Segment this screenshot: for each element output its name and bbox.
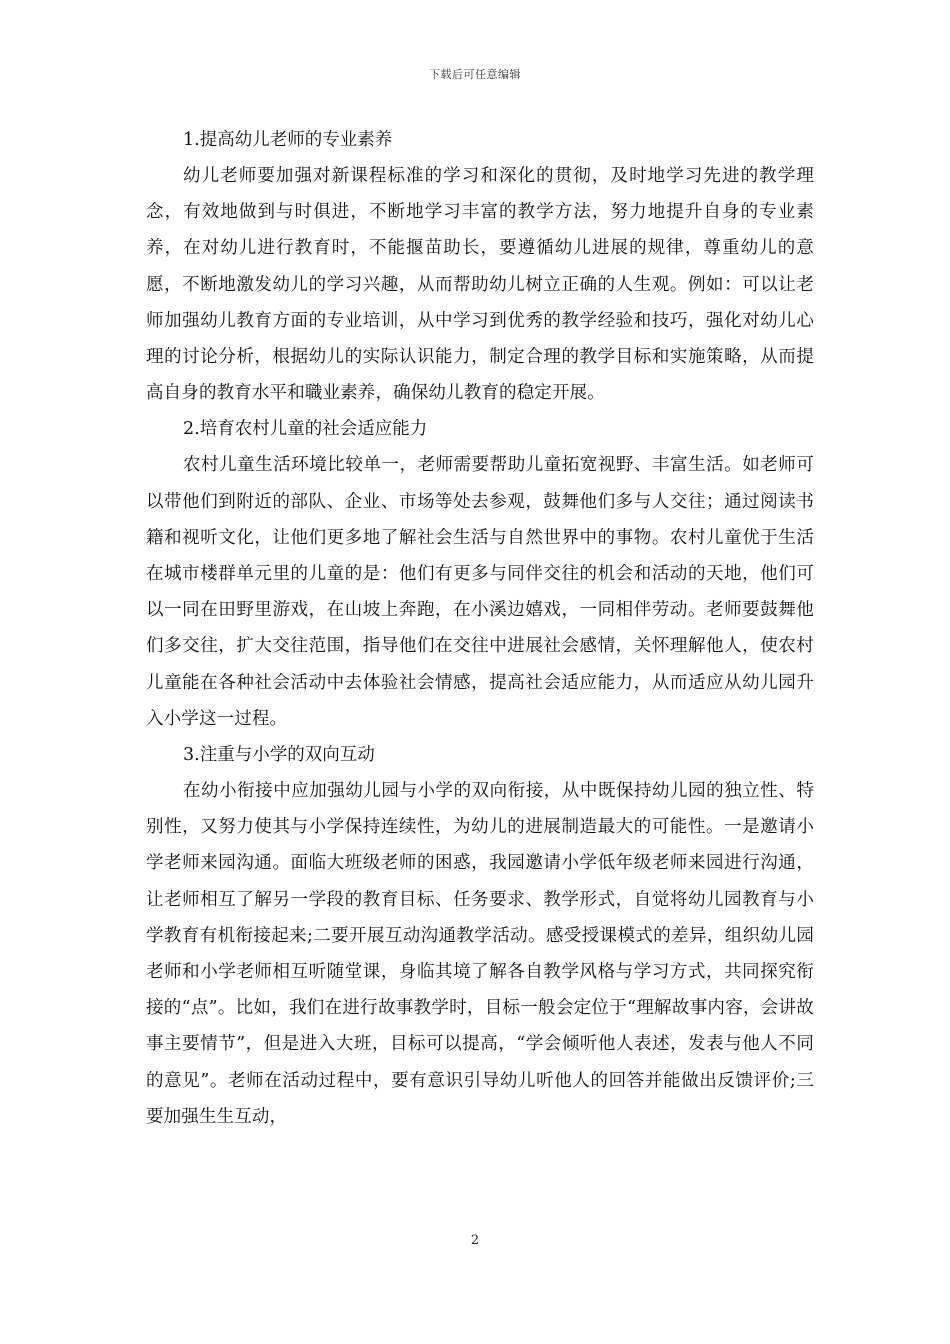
section-paragraph: 幼儿老师要加强对新课程标准的学习和深化的贯彻，及时地学习先进的教学理念，有效地做到与时俱进，不断地学习丰富的教学方法，努力地提升自身的专业素养，在对幼儿进行教育时，不能揠苗助长，要遵循幼儿进展的规律，尊重幼儿的意愿，不断地激发幼儿的学习兴趣，从而帮助幼儿树立正确的人生观。例如：可以让老师加强幼儿教育方面的专业培训，从中学习到优秀的教学经验和技巧，强化对幼儿心理的讨论分析，根据幼儿的实际认识能力，制定合理的教学目标和实施策略，从而提高自身的教育水平和職业素养，确保幼儿教育的稳定开展。 xyxy=(146,166,814,404)
section-social-adaptability xyxy=(146,411,814,737)
section-paragraph: 农村儿童生活环境比较单一，老师需要帮助儿童拓宽视野、丰富生活。如老师可以带他们到附近的部队、企业、市场等处去参观，鼓舞他们多与人交往；通过阅读书籍和视听文化，让他们更多地了解社会生活与自然世界中的事物。农村儿童优于生活在城市楼群单元里的儿童的是：他们有更多与同伴交往的机会和活动的天地，他们可以一同在田野里游戏，在山坡上奔跑，在小溪边嬉戏，一同相伴劳动。老师要鼓舞他们多交往，扩大交往范围，指导他们在交往中进展社会感情，关怀理解他人，使农村儿童能在各种社会活动中去体验社会情感，提高社会适应能力，从而适应从幼儿园升入小学这一过程。 xyxy=(146,455,814,729)
section-paragraph: 在幼小衔接中应加强幼儿园与小学的双向衔接，从中既保持幼儿园的独立性、特别性，又努力使其与小学保持连续性，为幼儿的进展制造最大的可能性。一是邀请小学老师来园沟通。面临大班级老师的困惑，我园邀请小学低年级老师来园进行沟通，让老师相互了解另一学段的教育目标、任务要求、教学形式，自觉将幼儿园教育与小学教育有机衔接起来;二要开展互动沟通教学活动。感受授课模式的差异，组织幼儿园老师和小学老师相互听随堂课，身临其境了解各自教学风格与学习方式，共同探究衔接的“点”。比如，我们在进行故事教学时，目标一般会定位于“理解故事内容，会讲故事主要情节”，但是进入大班，目标可以提高，“学会倾听他人表述，发表与他人不同的意见”。老师在活动过程中，要有意识引导幼儿听他人的回答并能做出反馈评价;三要加强生生互动， xyxy=(146,781,814,1127)
page-number: 2 xyxy=(470,1233,480,1248)
section-heading: 3.注重与小学的双向互动 xyxy=(183,745,375,766)
section-heading: 2.培育农村儿童的社会适应能力 xyxy=(183,419,428,440)
section-professional-quality xyxy=(146,122,814,411)
section-primary-school-interaction xyxy=(146,737,814,1135)
section-heading: 1.提高幼儿老师的专业素养 xyxy=(183,130,393,150)
document-body xyxy=(146,122,814,1135)
page-header: 下载后可任意编辑 xyxy=(429,68,521,81)
